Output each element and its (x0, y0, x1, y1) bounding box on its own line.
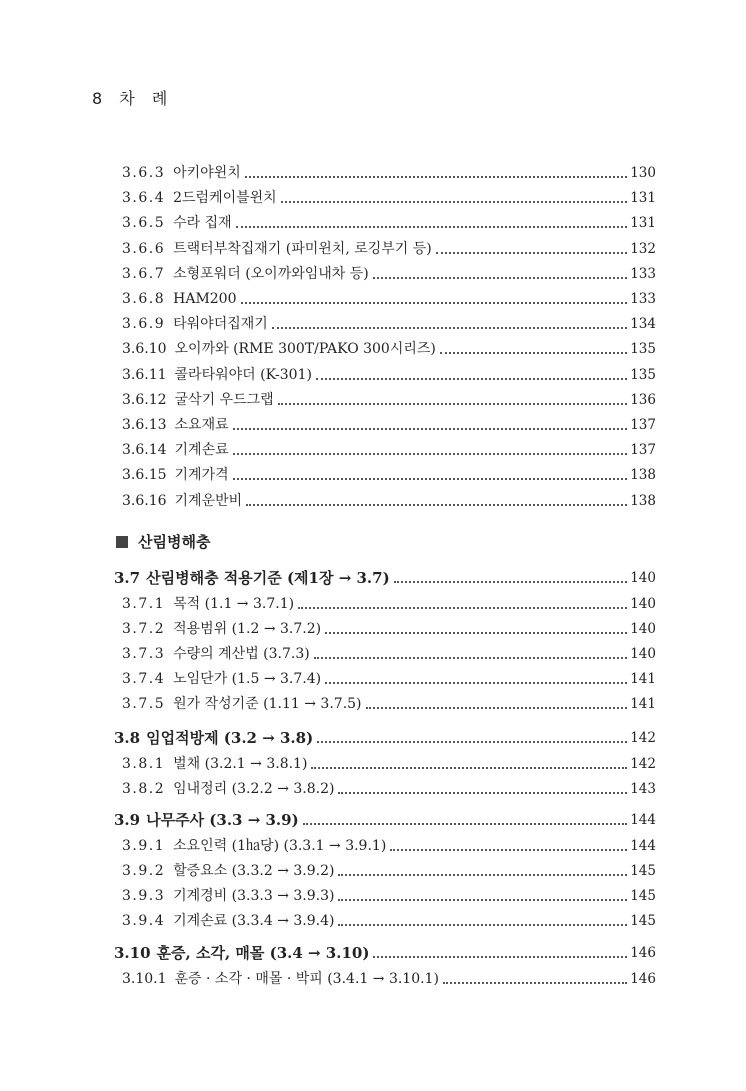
entry-page-number: 133 (630, 266, 656, 282)
entry-page-number: 133 (630, 291, 656, 307)
toc-entry[interactable] (122, 664, 656, 688)
toc-entry[interactable] (122, 906, 656, 930)
entry-number: 3.9.1 (122, 838, 166, 854)
entry-title: 원가 작성기준 (1.11 → 3.7.5) (173, 696, 362, 712)
dot-leader (338, 874, 627, 876)
toc-entry[interactable] (122, 360, 656, 384)
toc-entry[interactable] (122, 749, 656, 773)
toc-entry[interactable] (122, 334, 656, 358)
entry-number: 3.6.10 (122, 341, 167, 357)
entry-page-number: 138 (630, 493, 656, 509)
dot-leader (366, 707, 628, 709)
section-heading (116, 531, 210, 552)
entry-page-number: 142 (630, 756, 656, 772)
dot-leader (390, 849, 627, 851)
entry-title: 기계운반비 (174, 493, 243, 509)
entry-number: 3.6.9 (122, 316, 166, 332)
entry-page-number: 144 (630, 838, 656, 854)
dot-leader (236, 226, 628, 228)
entry-title: 산림병해충 적용기준 (제1장 → 3.7) (146, 569, 390, 587)
entry-number: 3.6.3 (122, 165, 166, 181)
dot-leader (317, 741, 627, 743)
entry-number: 3.9.2 (122, 863, 166, 879)
entry-number: 3.6.5 (122, 215, 166, 231)
dot-leader (338, 924, 627, 926)
section-title: 산림병해충 (138, 533, 211, 551)
dot-leader (325, 682, 627, 684)
entry-title: 소요인력 (1㏊당) (3.3.1 → 3.9.1) (173, 838, 387, 854)
entry-number: 3.6.13 (122, 417, 167, 433)
entry-number: 3.6.12 (122, 392, 167, 408)
dot-leader (440, 352, 627, 354)
dot-leader (303, 823, 628, 825)
entry-title: HAM200 (173, 291, 237, 307)
entry-title: 수라 집재 (173, 215, 232, 231)
toc-entry[interactable] (122, 774, 656, 798)
toc-entry[interactable] (122, 309, 656, 333)
square-bullet-icon (116, 536, 128, 548)
toc-entry[interactable] (122, 460, 656, 484)
entry-number: 3.6.14 (122, 442, 167, 458)
entry-title: 오이까와 (RME 300T/PAKO 300시리즈) (174, 341, 436, 357)
entry-number: 3.6.15 (122, 467, 167, 483)
entry-title: 소요재료 (174, 417, 229, 433)
toc-entry[interactable] (122, 183, 656, 207)
entry-number: 3.6.7 (122, 266, 166, 282)
header-label: 차 례 (119, 89, 174, 108)
toc-entry[interactable] (122, 158, 656, 182)
entry-number: 3.6.6 (122, 241, 166, 257)
entry-title: 벌채 (3.2.1 → 3.8.1) (173, 756, 308, 772)
entry-title: 기계손료 (3.3.4 → 3.9.4) (173, 913, 335, 929)
dot-leader (394, 581, 628, 583)
dot-leader (316, 378, 627, 380)
toc-chapter-entry[interactable] (114, 563, 656, 587)
entry-number: 3.7.3 (122, 646, 166, 662)
entry-number: 3.7.5 (122, 696, 166, 712)
entry-title: 임내정리 (3.2.2 → 3.8.2) (173, 781, 335, 797)
entry-page-number: 132 (630, 241, 656, 257)
toc-chapter-entry[interactable] (114, 723, 656, 747)
entry-title: 트랙터부착집재기 (파미윈치, 로깅부기 등) (173, 241, 432, 257)
toc-entry[interactable] (122, 639, 656, 663)
entry-title: 굴삭기 우드그랩 (174, 392, 274, 408)
toc-entry[interactable] (122, 964, 656, 988)
entry-number: 3.9.3 (122, 888, 166, 904)
entry-page-number: 145 (630, 888, 656, 904)
entry-page-number: 144 (630, 812, 656, 828)
entry-title: 기계경비 (3.3.3 → 3.9.3) (173, 888, 335, 904)
entry-page-number: 140 (630, 646, 656, 662)
entry-page-number: 145 (630, 863, 656, 879)
dot-leader (245, 176, 627, 178)
entry-number: 3.7 (114, 569, 141, 587)
toc-entry[interactable] (122, 208, 656, 232)
entry-page-number: 141 (630, 696, 656, 712)
entry-page-number: 135 (630, 367, 656, 383)
entry-page-number: 145 (630, 913, 656, 929)
entry-page-number: 137 (630, 442, 656, 458)
dot-leader (338, 792, 627, 794)
entry-number: 3.7.1 (122, 596, 166, 612)
entry-page-number: 131 (630, 215, 656, 231)
entry-number: 3.8.2 (122, 781, 166, 797)
entry-title: 타워야더집재기 (173, 316, 268, 332)
dot-leader (278, 403, 628, 405)
toc-entry[interactable] (122, 689, 656, 713)
toc-entry[interactable] (122, 435, 656, 459)
dot-leader (233, 428, 628, 430)
entry-title: 기계손료 (174, 442, 229, 458)
page-header (92, 86, 173, 109)
entry-page-number: 135 (630, 341, 656, 357)
entry-page-number: 146 (630, 945, 656, 961)
entry-number: 3.6.11 (122, 367, 167, 383)
entry-page-number: 142 (630, 730, 656, 746)
toc-entry[interactable] (122, 234, 656, 258)
toc-entry[interactable] (122, 614, 656, 638)
entry-page-number: 130 (630, 165, 656, 181)
toc-entry[interactable] (122, 856, 656, 880)
entry-title: 2드럼케이블윈치 (173, 190, 277, 206)
entry-number: 3.8 (114, 729, 141, 747)
entry-page-number: 143 (630, 781, 656, 797)
dot-leader (436, 252, 627, 254)
entry-title: 수량의 계산법 (3.7.3) (173, 646, 310, 662)
entry-page-number: 131 (630, 190, 656, 206)
entry-page-number: 140 (630, 621, 656, 637)
entry-title: 아키야윈치 (173, 165, 241, 181)
entry-number: 3.8.1 (122, 756, 166, 772)
toc-entry[interactable] (122, 486, 656, 510)
page-number: 8 (92, 89, 109, 108)
dot-leader (298, 607, 627, 609)
dot-leader (311, 767, 627, 769)
dot-leader (233, 453, 628, 455)
entry-number: 3.7.2 (122, 621, 166, 637)
entry-number: 3.9.4 (122, 913, 166, 929)
dot-leader (373, 956, 627, 958)
entry-page-number: 140 (630, 596, 656, 612)
entry-title: 적용범위 (1.2 → 3.7.2) (173, 621, 322, 637)
dot-leader (314, 657, 628, 659)
dot-leader (325, 632, 627, 634)
dot-leader (281, 201, 628, 203)
entry-title: 할증요소 (3.3.2 → 3.9.2) (173, 863, 335, 879)
entry-number: 3.6.8 (122, 291, 166, 307)
dot-leader (373, 277, 627, 279)
entry-title: 노임단가 (1.5 → 3.7.4) (173, 671, 322, 687)
entry-title: 임업적방제 (3.2 → 3.8) (146, 729, 314, 747)
entry-page-number: 146 (630, 971, 656, 987)
entry-title: 나무주사 (3.3 → 3.9) (146, 811, 299, 829)
entry-number: 3.9 (114, 811, 141, 829)
entry-number: 3.10 (114, 944, 151, 962)
entry-title: 목적 (1.1 → 3.7.1) (173, 596, 295, 612)
entry-number: 3.6.4 (122, 190, 166, 206)
entry-number: 3.6.16 (122, 493, 167, 509)
dot-leader (272, 327, 627, 329)
entry-number: 3.10.1 (122, 971, 167, 987)
toc-entry[interactable] (122, 284, 656, 308)
toc-entry[interactable] (122, 385, 656, 409)
dot-leader (233, 478, 628, 480)
toc-entry[interactable] (122, 259, 656, 283)
toc-entry[interactable] (122, 831, 656, 855)
entry-page-number: 137 (630, 417, 656, 433)
toc-chapter-entry[interactable] (114, 805, 656, 829)
dot-leader (241, 302, 628, 304)
dot-leader (443, 982, 627, 984)
entry-page-number: 134 (630, 316, 656, 332)
toc-entry[interactable] (122, 881, 656, 905)
entry-title: 훈증 · 소각 · 매몰 · 박피 (3.4.1 → 3.10.1) (174, 971, 439, 987)
entry-page-number: 138 (630, 467, 656, 483)
entry-title: 소형포워더 (오이까와임내차 등) (173, 266, 369, 282)
entry-number: 3.7.4 (122, 671, 166, 687)
entry-page-number: 141 (630, 671, 656, 687)
toc-entry[interactable] (122, 589, 656, 613)
dot-leader (338, 899, 627, 901)
entry-title: 훈증, 소각, 매몰 (3.4 → 3.10) (156, 944, 370, 962)
toc-chapter-entry[interactable] (114, 938, 656, 962)
dot-leader (246, 504, 627, 506)
entry-title: 콜라타워야더 (K-301) (174, 367, 312, 383)
entry-page-number: 136 (630, 392, 656, 408)
toc-entry[interactable] (122, 410, 656, 434)
entry-title: 기계가격 (174, 467, 229, 483)
entry-page-number: 140 (630, 570, 656, 586)
